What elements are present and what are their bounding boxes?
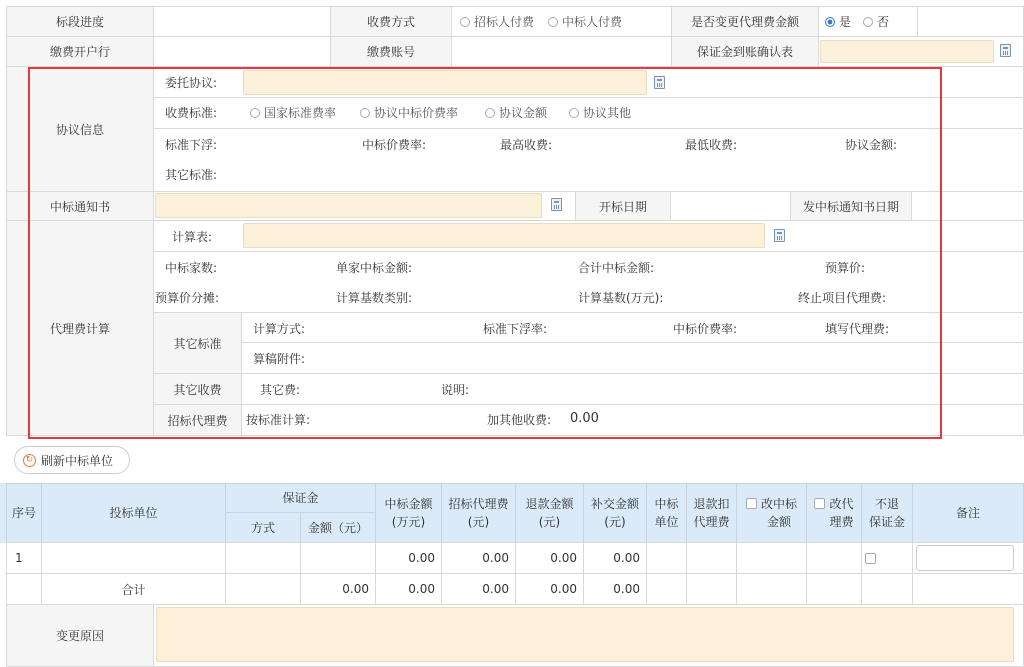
total-edit-win [736,573,807,605]
std-opt-other[interactable]: 协议其他 [569,105,631,121]
row-no-refund [861,542,913,574]
row-seq: 1 [6,542,42,574]
by-std-label: 按标准计算: [246,413,311,427]
term-fee-label: 终止项目代理费: [798,291,887,305]
col-refund-deduct: 退款扣 代理费 [686,483,737,543]
radio-icon [460,17,470,27]
change-fee-options [818,6,918,37]
radio-icon [548,17,558,27]
agency-title: 代理费计算 [6,220,154,436]
progress-label: 标段进度 [6,6,154,37]
col-unit: 投标单位 [41,483,226,543]
checkbox-icon[interactable] [814,498,825,509]
col-refund: 退款金额 (元) [515,483,584,543]
plus-other-label: 加其他收费: [487,413,552,427]
total-label: 合计 [41,573,226,605]
notice-label: 中标通知书 [6,191,154,221]
bank-value [153,36,331,67]
other-std-label: 其它标准: [165,168,218,182]
account-label: 缴费账号 [330,36,452,67]
other-fee-label: 其它费: [260,383,301,397]
change-reason-input[interactable] [156,607,1014,662]
change-no[interactable]: 否 [863,13,889,30]
total-edit-agency [806,573,862,605]
base-label: 计算基数(万元): [578,291,664,305]
col-win-unit: 中标 单位 [646,483,687,543]
open-date-label: 开标日期 [575,191,671,221]
total-no-refund [861,573,913,605]
fee-method-label: 收费方式 [330,6,452,37]
total-agency-fee: 0.00 [441,573,516,605]
other-fee-title: 其它收费 [153,373,242,405]
row-amount [300,542,376,574]
remark-input[interactable] [916,545,1014,571]
base-type-label: 计算基数类别: [336,291,413,305]
win-rate-label: 中标价费率: [673,322,738,336]
agreement-title: 协议信息 [6,66,154,192]
deposit-confirm-label: 保证金到账确认表 [671,36,819,67]
col-edit-agency[interactable]: 改代 理费 [806,483,862,543]
row-win-unit [646,542,687,574]
col-amount: 金额（元） [300,512,376,543]
total-method [225,573,301,605]
winners-label: 中标家数: [165,261,218,275]
total-amount: 0.00 [300,573,376,605]
total-amount-label: 合计中标金额: [578,261,655,275]
col-remark: 备注 [912,483,1024,543]
col-edit-win[interactable]: 改中标 金额 [736,483,807,543]
col-agency-fee: 招标代理费 (元) [441,483,516,543]
budget-label: 预算价: [825,261,866,275]
col-no-refund: 不退 保证金 [861,483,913,543]
single-amount-label: 单家中标金额: [336,261,413,275]
row-agency-fee: 0.00 [441,542,516,574]
total-win-amount: 0.00 [375,573,442,605]
total-refund: 0.00 [515,573,584,605]
refresh-winners-button[interactable]: ↻ 刷新中标单位 [14,446,130,474]
blank-cell [917,6,1024,37]
row-supplement: 0.00 [583,542,647,574]
account-value [451,36,672,67]
change-yes[interactable]: 是 [825,13,851,30]
row-refund-deduct [686,542,737,574]
total-refund-deduct [686,573,737,605]
row-unit [41,542,226,574]
total-seq [6,573,42,605]
progress-value [153,6,331,37]
table-picker-icon[interactable] [1000,44,1011,57]
checkbox-icon[interactable] [865,553,876,564]
entrust-label: 委托协议: [165,76,218,90]
row-method [225,542,301,574]
std-opt-national[interactable]: 国家标准费率 [250,105,336,121]
refresh-icon: ↻ [23,454,36,467]
plus-other-value: 0.00 [570,411,599,426]
highlight-box [28,67,942,439]
calc-method-label: 计算方式: [253,322,306,336]
agency-fee-title: 招标代理费 [153,404,242,436]
change-fee-label: 是否变更代理费金额 [671,6,819,37]
note-label: 说明: [441,383,470,397]
std-opt-rate[interactable]: 协议中标价费率 [360,105,458,121]
row-edit-win [736,542,807,574]
col-supplement: 补交金额 (元) [583,483,647,543]
float-label: 标准下浮: [165,138,218,152]
bank-label: 缴费开户行 [6,36,154,67]
fee-opt-tenderer[interactable]: 招标人付费 [460,13,534,30]
other-std-title: 其它标准 [153,312,242,374]
col-seq: 序号 [6,483,42,543]
row-win-amount: 0.00 [375,542,442,574]
calc-label: 计算表: [172,230,213,244]
total-remark [912,573,1024,605]
min-label: 最低收费: [685,138,738,152]
row-edit-agency [806,542,862,574]
issue-date-label: 发中标通知书日期 [790,191,912,221]
total-win-unit [646,573,687,605]
row-refund: 0.00 [515,542,584,574]
draft-label: 算稿附件: [253,352,306,366]
fee-method-options [451,6,672,37]
radio-icon [863,17,873,27]
agreement-amount-label: 协议金额: [845,138,898,152]
checkbox-icon[interactable] [746,498,757,509]
col-deposit: 保证金 [225,483,376,513]
total-supplement: 0.00 [583,573,647,605]
rate-label: 中标价费率: [362,138,427,152]
radio-checked-icon [825,17,835,27]
fill-fee-label: 填写代理费: [825,322,890,336]
fee-opt-winner[interactable]: 中标人付费 [548,13,622,30]
std-float-rate-label: 标准下浮率: [483,322,548,336]
std-label: 收费标准: [165,106,218,120]
max-label: 最高收费: [500,138,553,152]
budget-split-label: 预算价分摊: [155,291,220,305]
deposit-confirm-input[interactable] [820,40,994,63]
std-opt-amount[interactable]: 协议金额 [485,105,547,121]
change-reason-label: 变更原因 [6,604,154,667]
col-win-amount: 中标金额 (万元) [375,483,442,543]
col-method: 方式 [225,512,301,543]
